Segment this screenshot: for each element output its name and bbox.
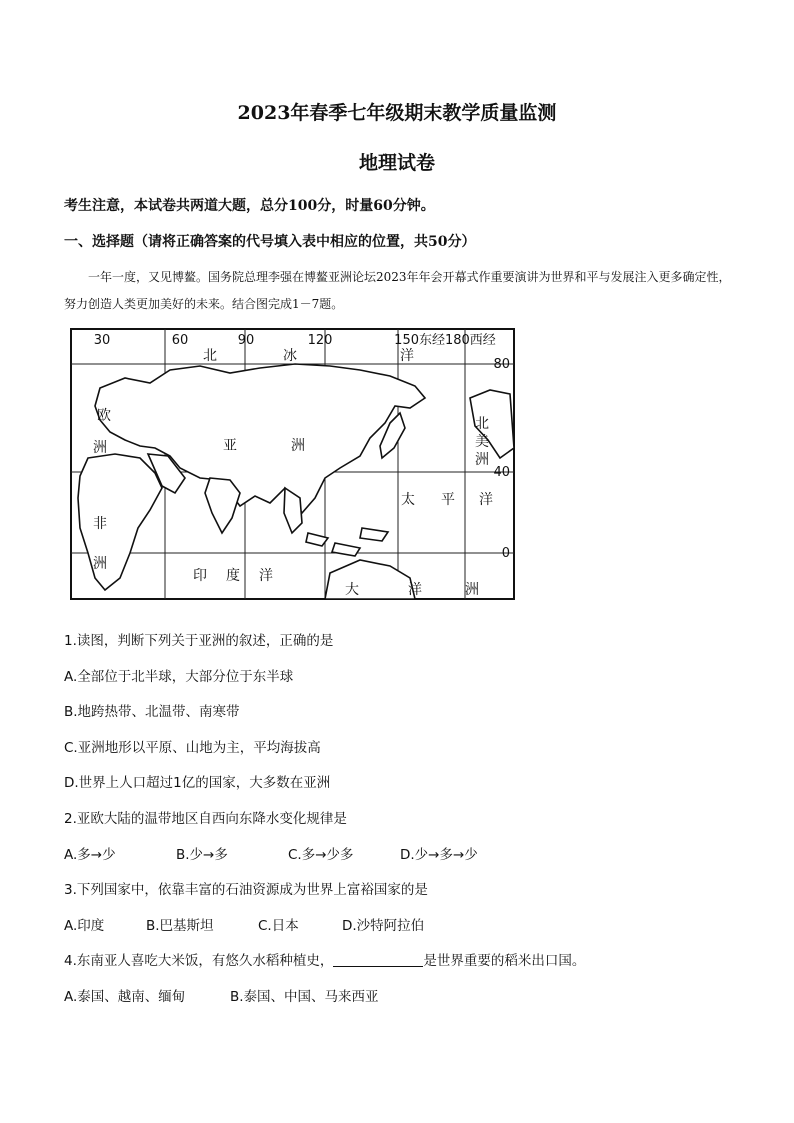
question-2-option-a[interactable]: A.多→少	[64, 847, 116, 863]
lat-label-80: 80	[493, 357, 510, 372]
question-4-option-b[interactable]: B.泰国、中国、马来西亚	[230, 989, 379, 1005]
question-2-options	[64, 843, 478, 863]
asia-map-figure	[70, 328, 515, 600]
lon-label-150-180: 150东经180西经	[394, 333, 496, 348]
label-arctic-2: 冰	[283, 348, 297, 364]
label-europe-1: 欧	[97, 408, 111, 424]
label-na-1: 北	[475, 416, 489, 432]
asia-map	[70, 328, 515, 600]
question-1-option-b[interactable]: B.地跨热带、北温带、南寒带	[64, 704, 240, 720]
question-4-stem-before: 4.东南亚人喜吃大米饭，有悠久水稻种植史，	[64, 953, 334, 969]
label-pacific-2: 平	[441, 492, 455, 508]
lat-label-0: 0	[501, 546, 510, 561]
question-1-option-a[interactable]: A.全部位于北半球，大部分位于东半球	[64, 669, 294, 685]
label-oceania-3: 洲	[465, 582, 479, 598]
exam-title: 2023年春季七年级期末教学质量监测	[237, 102, 557, 124]
question-1-option-d[interactable]: D.世界上人口超过1亿的国家，大多数在亚洲	[64, 775, 331, 791]
question-3-options	[64, 914, 424, 934]
label-europe-2: 洲	[93, 440, 107, 456]
label-asia-2: 洲	[291, 438, 305, 454]
exam-subtitle: 地理试卷	[358, 152, 435, 174]
question-4-option-a[interactable]: A.泰国、越南、缅甸	[64, 989, 186, 1005]
label-indian-1: 印	[193, 568, 207, 584]
label-asia-1: 亚	[223, 438, 237, 454]
question-3-option-d[interactable]: D.沙特阿拉伯	[342, 918, 425, 934]
question-2-option-c[interactable]: C.多→少多	[288, 847, 354, 863]
question-4-options	[64, 985, 379, 1005]
question-4-blank	[333, 952, 423, 967]
label-pacific-1: 太	[401, 492, 415, 508]
question-3-stem: 3.下列国家中，依靠丰富的石油资源成为世界上富裕国家的是	[64, 882, 428, 898]
section-heading: 一、选择题（请将正确答案的代号填入表中相应的位置，共50分）	[64, 234, 476, 250]
lat-label-40: 40	[493, 465, 510, 480]
label-oceania-2: 洋	[408, 582, 422, 598]
question-2-option-d[interactable]: D.少→多→少	[400, 847, 478, 863]
question-4-stem-after: 是世界重要的稻米出口国。	[423, 953, 586, 969]
question-3-option-c[interactable]: C.日本	[258, 918, 299, 934]
question-2-stem: 2.亚欧大陆的温带地区自西向东降水变化规律是	[64, 811, 347, 827]
label-arctic-3: 洋	[400, 348, 414, 364]
label-africa-1: 非	[93, 516, 107, 532]
lon-label-90: 90	[237, 333, 255, 348]
label-indian-3: 洋	[259, 568, 273, 584]
label-oceania-1: 大	[345, 582, 359, 598]
question-2-option-b[interactable]: B.少→多	[176, 847, 228, 863]
intro-paragraph: 一年一度，又见博鳌。国务院总理李强在博鳌亚洲论坛2023年年会开幕式作重要演讲为世界和平与发展注入更多确定性，努力创造人类更加美好的未来。结合图完成1－7题。	[64, 270, 731, 311]
question-1-stem: 1.读图，判断下列关于亚洲的叙述，正确的是	[64, 633, 334, 649]
lon-label-30: 30	[93, 333, 111, 348]
lon-label-60: 60	[171, 333, 189, 348]
question-1-option-c[interactable]: C.亚洲地形以平原、山地为主，平均海拔高	[64, 740, 321, 756]
label-africa-2: 洲	[93, 556, 107, 572]
question-3-option-a[interactable]: A.印度	[64, 918, 105, 934]
label-arctic-1: 北	[203, 348, 217, 364]
label-pacific-3: 洋	[479, 492, 493, 508]
label-na-3: 洲	[475, 452, 489, 468]
lon-label-120: 120	[307, 333, 333, 348]
question-4-stem	[64, 949, 585, 969]
label-indian-2: 度	[226, 568, 240, 584]
question-3-option-b[interactable]: B.巴基斯坦	[146, 918, 214, 934]
exam-notice: 考生注意，本试卷共两道大题，总分100分，时量60分钟。	[64, 198, 435, 214]
label-na-2: 美	[475, 434, 489, 450]
